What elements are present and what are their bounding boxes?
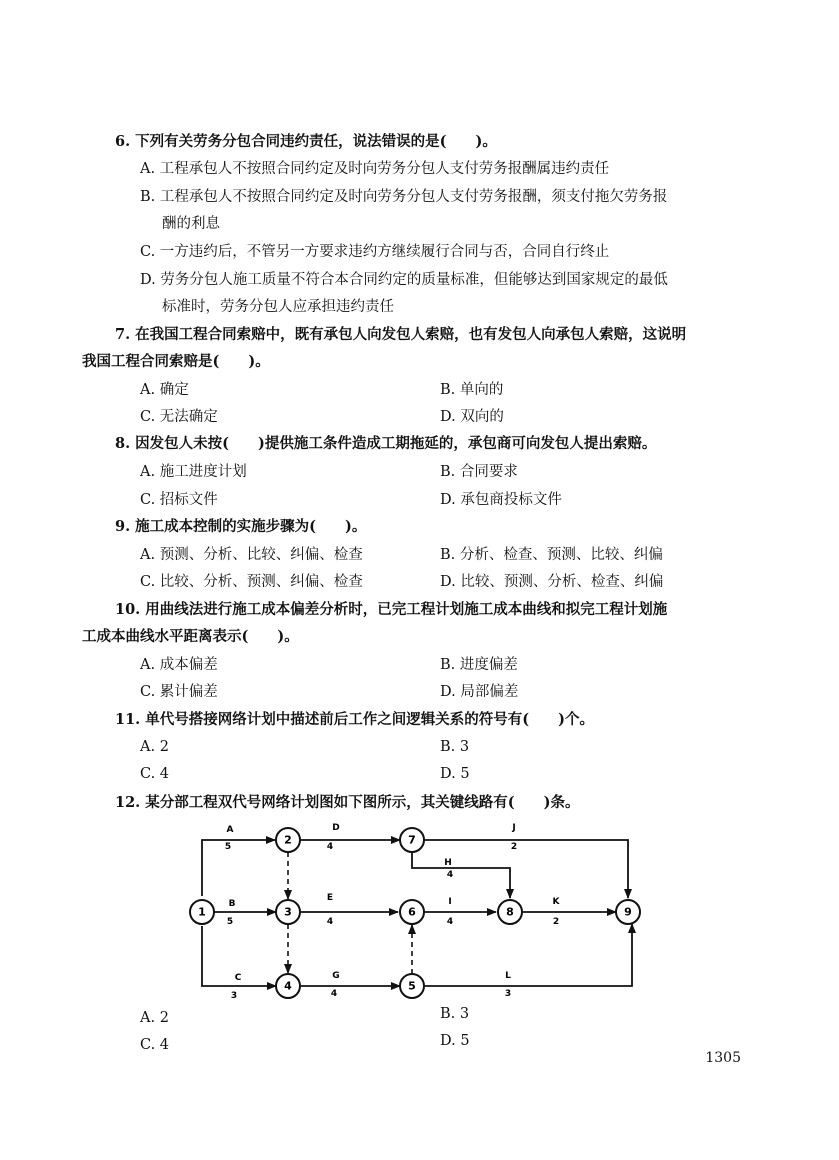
label-a: A: [226, 825, 234, 835]
label-d: D: [332, 823, 340, 833]
q7-option-b: B. 单向的: [440, 382, 504, 398]
dur-l: 3: [504, 989, 512, 999]
q7-option-a: A. 确定: [140, 382, 189, 398]
label-g: G: [332, 971, 340, 981]
edge-j: [424, 840, 628, 898]
q9-option-b: B. 分析、检查、预测、比较、纠偏: [440, 547, 663, 563]
q10-option-c: C. 累计偏差: [140, 684, 218, 700]
q11-stem: 11. 单代号搭接网络计划中描述前后工作之间逻辑关系的符号有( )个。: [115, 711, 594, 728]
label-e: E: [326, 893, 334, 903]
q11-option-b: B. 3: [440, 739, 470, 755]
q8-option-c: C. 招标文件: [140, 492, 218, 508]
q8-stem: 8. 因发包人未按( )提供施工条件造成工期拖延的，承包商可向发包人提出索赔。: [115, 435, 657, 452]
q8-option-b: B. 合同要求: [440, 464, 518, 480]
q6-option-c: C. 一方违约后，不管另一方要求违约方继续履行合同与否，合同自行终止: [140, 244, 610, 260]
node-2-label: 2: [284, 833, 292, 847]
dur-k: 2: [552, 917, 560, 927]
node-5: [400, 974, 424, 998]
node-7: [400, 828, 424, 852]
page-number: 1305: [705, 1050, 741, 1066]
dur-i: 4: [446, 917, 454, 927]
q6-option-b-cont: 酬的利息: [162, 216, 220, 232]
q11-option-d: D. 5: [440, 766, 470, 782]
node-4: [276, 974, 300, 998]
node-3: [276, 900, 300, 924]
node-6-label: 6: [408, 905, 416, 919]
q9-option-c: C. 比较、分析、预测、纠偏、检查: [140, 574, 363, 590]
node-4-label: 4: [284, 979, 292, 993]
label-k: K: [552, 897, 560, 907]
q9-stem: 9. 施工成本控制的实施步骤为( )。: [115, 518, 367, 535]
network-diagram: [188, 818, 648, 1003]
node-8-label: 8: [506, 905, 514, 919]
q10-option-d: D. 局部偏差: [440, 684, 519, 700]
q12-option-c: C. 4: [140, 1037, 170, 1053]
edge-l: [425, 924, 632, 986]
q6-option-b: B. 工程承包人不按照合同约定及时向劳务分包人支付劳务报酬，须支付拖欠劳务报: [140, 189, 668, 205]
q7-stem-cont: 我国工程合同索赔是( )。: [82, 353, 270, 370]
dur-j: 2: [510, 842, 518, 852]
q12-option-b: B. 3: [440, 1006, 470, 1022]
q10-stem-cont: 工成本曲线水平距离表示( )。: [82, 628, 299, 645]
q11-option-c: C. 4: [140, 766, 170, 782]
q6-stem: 6. 下列有关劳务分包合同违约责任，说法错误的是( )。: [115, 133, 497, 150]
q12-option-d: D. 5: [440, 1033, 470, 1049]
label-b: B: [228, 899, 236, 909]
q8-option-a: A. 施工进度计划: [140, 464, 247, 480]
node-1-label: 1: [198, 905, 206, 919]
q9-option-d: D. 比较、预测、分析、检查、纠偏: [440, 574, 664, 590]
q12-option-a: A. 2: [140, 1010, 169, 1026]
q11-option-a: A. 2: [140, 739, 169, 755]
q7-option-c: C. 无法确定: [140, 409, 218, 425]
label-j: J: [512, 823, 516, 833]
label-i: I: [448, 897, 452, 907]
q12-stem: 12. 某分部工程双代号网络计划图如下图所示，其关键线路有( )条。: [115, 794, 580, 811]
node-3-label: 3: [284, 905, 292, 919]
q10-stem: 10. 用曲线法进行施工成本偏差分析时，已完工程计划施工成本曲线和拟完工程计划施: [115, 601, 668, 618]
q8-option-d: D. 承包商投标文件: [440, 492, 562, 508]
node-6: [400, 900, 424, 924]
q6-option-d: D. 劳务分包人施工质量不符合本合同约定的质量标准，但能够达到国家规定的最低: [140, 272, 668, 288]
node-5-label: 5: [408, 979, 416, 993]
label-c: C: [234, 973, 242, 983]
q7-stem: 7. 在我国工程合同索赔中，既有承包人向发包人索赔，也有发包人向承包人索赔，这说明: [115, 326, 687, 343]
dur-g: 4: [330, 989, 338, 999]
node-1: [190, 900, 214, 924]
dur-c: 3: [230, 991, 238, 1001]
label-h: H: [444, 858, 452, 868]
q6-option-d-cont: 标准时，劳务分包人应承担违约责任: [162, 299, 394, 315]
q10-option-b: B. 进度偏差: [440, 657, 518, 673]
dur-d: 4: [326, 842, 334, 852]
node-9-label: 9: [624, 905, 632, 919]
edge-a: [202, 840, 275, 896]
q10-option-a: A. 成本偏差: [140, 657, 218, 673]
edge-h: [412, 852, 510, 898]
node-8: [498, 900, 522, 924]
q9-option-a: A. 预测、分析、比较、纠偏、检查: [140, 547, 363, 563]
dur-e: 4: [326, 917, 334, 927]
q6-option-a: A. 工程承包人不按照合同约定及时向劳务分包人支付劳务报酬属违约责任: [140, 161, 610, 177]
label-l: L: [505, 971, 511, 981]
node-9: [616, 900, 640, 924]
node-2: [276, 828, 300, 852]
dur-a: 5: [224, 842, 232, 852]
dur-h: 4: [446, 870, 454, 880]
node-7-label: 7: [408, 833, 416, 847]
dur-b: 5: [226, 917, 234, 927]
q7-option-d: D. 双向的: [440, 409, 504, 425]
